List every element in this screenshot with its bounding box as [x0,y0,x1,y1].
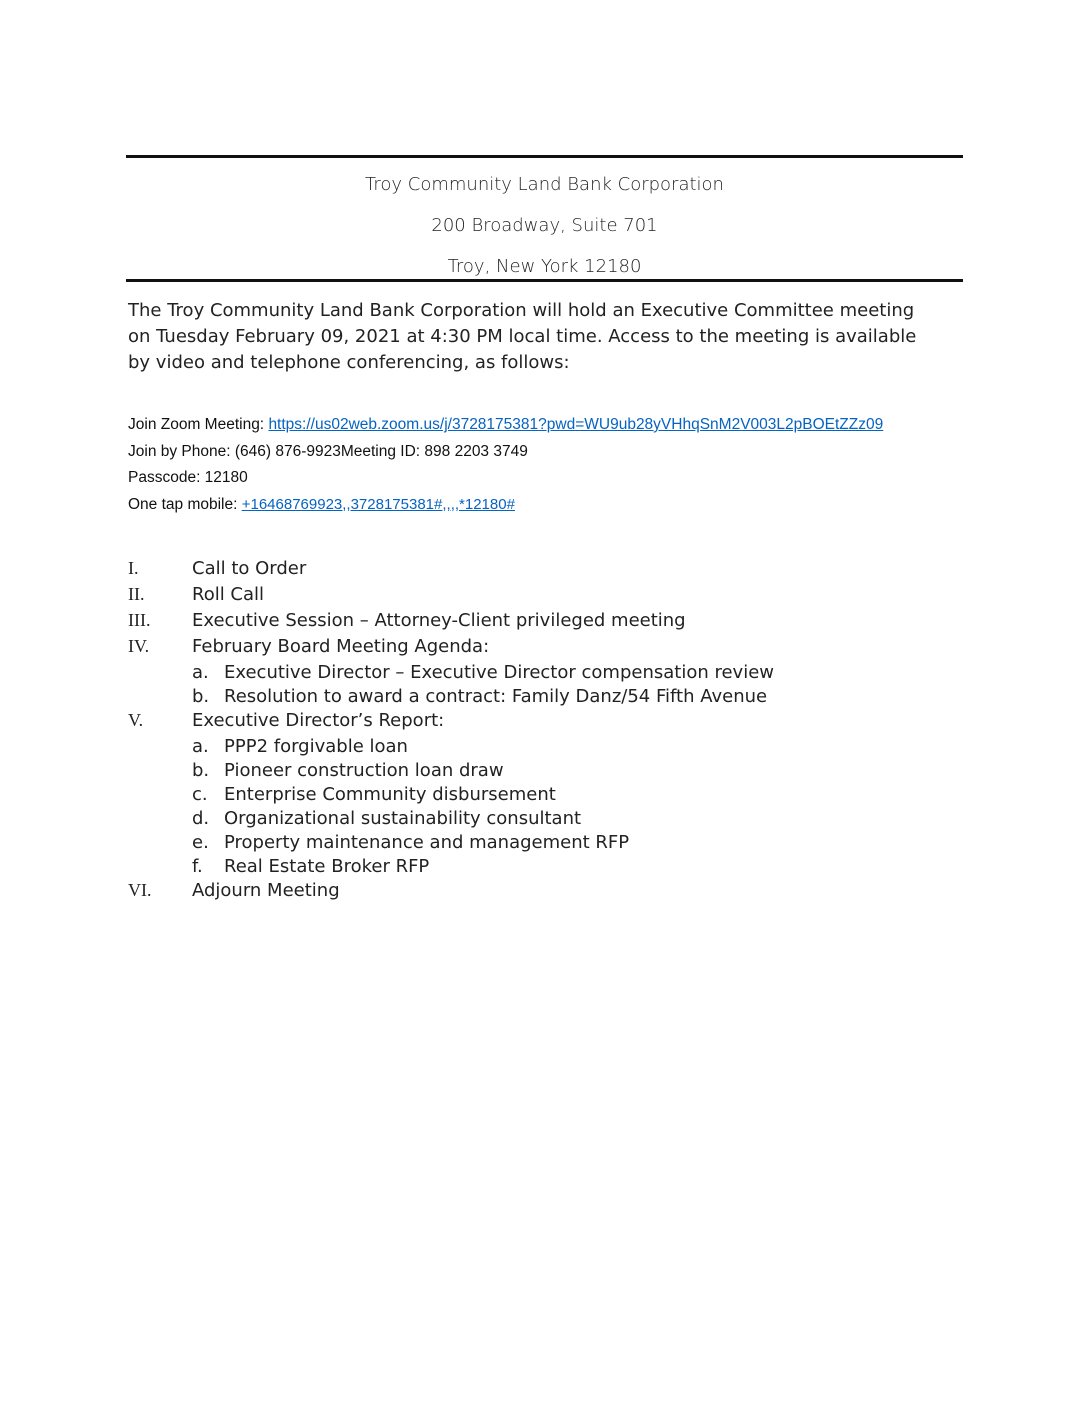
one-tap-mobile-link[interactable]: +16468769923,,3728175381#,,,,*12180# [241,495,515,513]
agenda-item-number: II. [128,584,145,604]
agenda-subitem [128,760,988,784]
agenda-subitem-text: Executive Director – Executive Director compensation review [224,662,774,683]
mobile-row [128,496,883,523]
phone-row: Join by Phone: (646) 876-9923Meeting ID: 898 2203 3749 [128,442,528,460]
agenda-subitem-text: Organizational sustainability consultant [224,808,582,829]
zoom-label: Join Zoom Meeting: [128,416,269,433]
agenda-subitem-letter: e. [192,832,209,853]
agenda-subitem-text: Pioneer construction loan draw [224,760,504,781]
notice-line-1: The Troy Community Land Bank Corporation will hold an Executive Committee meeting [128,300,915,321]
agenda-item-number: V. [128,710,144,730]
passcode-row: Passcode: 12180 [128,469,248,486]
agenda-item-text: Executive Session – Attorney-Client privileged meeting [192,610,686,631]
address-line: 200 Broadway, Suite 701 [431,215,658,236]
agenda-subitem [128,832,988,856]
agenda-subitem-letter: a. [192,662,209,683]
agenda-subitem-letter: c. [192,784,208,805]
meeting-access-info [128,416,883,522]
meeting-notice [128,298,968,376]
city-line: Troy, New York 12180 [447,256,642,277]
agenda-subitem [128,784,988,808]
agenda-subitem-text: Real Estate Broker RFP [224,856,430,877]
agenda-list [128,558,988,906]
agenda-subitem-letter: b. [192,686,210,707]
agenda-item [128,636,988,662]
notice-line-3: by video and telephone conferencing, as follows: [128,352,570,373]
agenda-subitem-letter: b. [192,760,210,781]
agenda-item [128,880,988,906]
zoom-meeting-link[interactable]: https://us02web.zoom.us/j/3728175381?pwd=WU9ub28yVHhqSnM2V003L2pBOEtZZz09 [268,416,884,433]
zoom-row [128,416,883,443]
agenda-item-text: Roll Call [192,584,265,605]
notice-line-2: on Tuesday February 09, 2021 at 4:30 PM local time. Access to the meeting is available [128,326,917,347]
agenda-item [128,584,988,610]
agenda-item-number: IV. [128,636,150,656]
agenda-item-number: III. [128,610,151,630]
header-top-rule [126,155,963,158]
agenda-item-text: Adjourn Meeting [192,880,340,901]
organization-name: Troy Community Land Bank Corporation [365,174,724,195]
mobile-label: One tap mobile: [128,495,242,513]
agenda-subitem [128,686,988,710]
agenda-item [128,558,988,584]
agenda-item-number: VI. [128,880,152,900]
agenda-item-text: February Board Meeting Agenda: [192,636,490,657]
agenda-item-number: I. [128,558,139,578]
agenda-subitem [128,856,988,880]
agenda-item-text: Call to Order [192,558,307,579]
agenda-subitem-text: Resolution to award a contract: Family Danz/54 Fifth Avenue [224,686,768,707]
agenda-subitem-text: Property maintenance and management RFP [224,832,630,853]
agenda-item [128,610,988,636]
agenda-item [128,710,988,736]
agenda-subitem-letter: d. [192,808,210,829]
agenda-subitem [128,808,988,832]
agenda-subitem [128,662,988,686]
agenda-subitem-letter: a. [192,736,209,757]
agenda-subitem [128,736,988,760]
agenda-subitem-text: Enterprise Community disbursement [224,784,556,805]
header-bottom-rule [126,279,963,282]
agenda-item-text: Executive Director’s Report: [192,710,445,731]
agenda-subitem-text: PPP2 forgivable loan [224,736,408,757]
agenda-subitem-letter: f. [192,856,203,877]
